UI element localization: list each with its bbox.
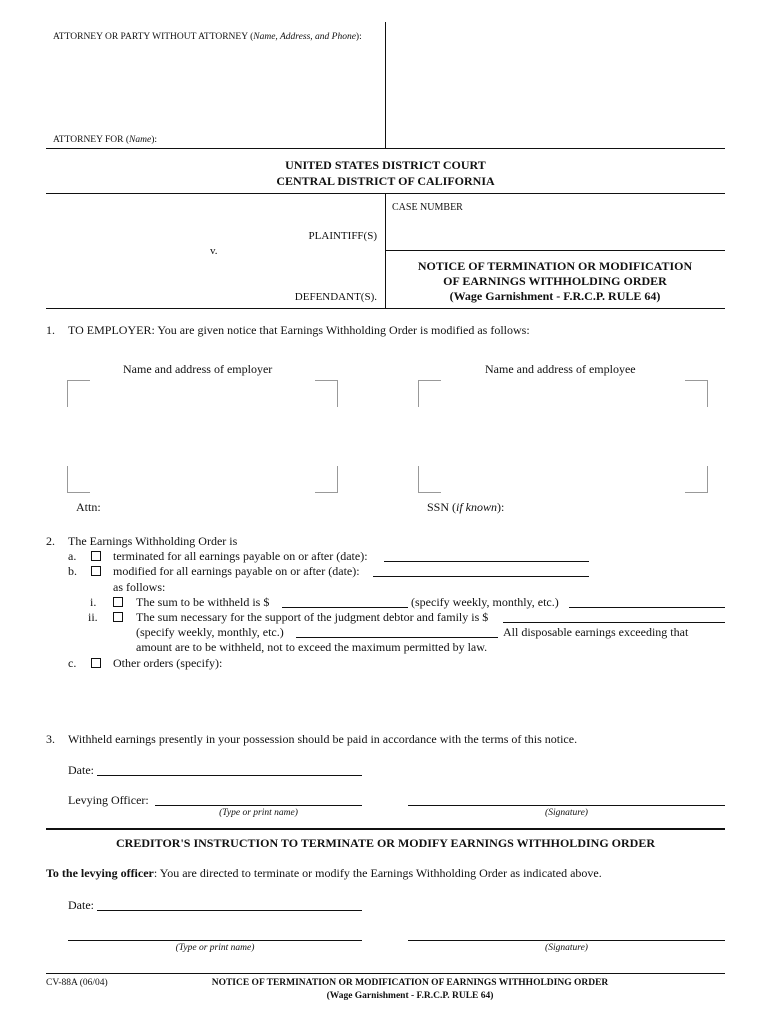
- defendant-label: DEFENDANT(S).: [294, 291, 377, 303]
- employee-box-top-right: [685, 380, 708, 407]
- item-i-period-line[interactable]: [569, 607, 725, 608]
- footer-title-line1: NOTICE OF TERMINATION OR MODIFICATION OF EARNINGS WITHHOLDING ORDER: [211, 978, 609, 988]
- case-number-rule: [385, 250, 725, 251]
- levying-officer-name-line[interactable]: [155, 805, 362, 806]
- header-rule: [46, 148, 725, 149]
- item-a-text: terminated for all earnings payable on or after (date):: [113, 549, 368, 563]
- creditor-heading: CREDITOR'S INSTRUCTION TO TERMINATE OR MODIFY EARNINGS WITHHOLDING ORDER: [116, 836, 655, 850]
- form-title-line1: NOTICE OF TERMINATION OR MODIFICATION: [417, 259, 693, 273]
- as-follows-text: as follows:: [113, 580, 166, 594]
- form-id: CV-88A (06/04): [46, 978, 108, 988]
- item-b-text: modified for all earnings payable on or after (date):: [113, 564, 360, 578]
- item-ii-amount-line[interactable]: [503, 622, 725, 623]
- creditor-type-name-caption: (Type or print name): [175, 943, 255, 953]
- header-divider: [385, 22, 386, 148]
- item-i-text: The sum to be withheld is $: [136, 595, 270, 609]
- section1-number: 1.: [46, 323, 55, 337]
- section3-text: Withheld earnings presently in your possession should be paid in accordance with the terms of this notice.: [68, 732, 578, 746]
- item-ii-checkbox[interactable]: [113, 612, 123, 622]
- item-a-letter: a.: [68, 549, 77, 563]
- court-name-line1: UNITED STATES DISTRICT COURT: [285, 158, 486, 172]
- attn-label: Attn:: [76, 500, 101, 514]
- item-ii-disposable: All disposable earnings exceeding that: [503, 625, 689, 639]
- item-i-amount-line[interactable]: [282, 607, 408, 608]
- item-c-checkbox[interactable]: [91, 658, 101, 668]
- employee-box-bottom-left: [418, 466, 441, 493]
- form-title-line3: (Wage Garnishment - F.R.C.P. RULE 64): [449, 289, 661, 303]
- attorney-label: ATTORNEY OR PARTY WITHOUT ATTORNEY (Name, Address, and Phone):: [53, 32, 362, 42]
- levying-officer-label: Levying Officer:: [68, 793, 149, 807]
- creditor-signature-line[interactable]: [408, 940, 725, 941]
- footer-rule: [46, 973, 725, 974]
- employer-box-top-right: [315, 380, 338, 407]
- item-ii-specify: (specify weekly, monthly, etc.): [136, 625, 284, 639]
- employee-box-bottom-right: [685, 466, 708, 493]
- item-b-date-line[interactable]: [373, 576, 589, 577]
- form-title-line2: OF EARNINGS WITHHOLDING ORDER: [443, 274, 667, 288]
- item-a-date-line[interactable]: [384, 561, 589, 562]
- section2-number: 2.: [46, 534, 55, 548]
- item-i-checkbox[interactable]: [113, 597, 123, 607]
- item-b-letter: b.: [68, 564, 77, 578]
- creditor-date-label: Date:: [68, 898, 94, 912]
- section3-date-label: Date:: [68, 763, 94, 777]
- section3-signature-caption: (Signature): [545, 808, 588, 818]
- item-i-specify: (specify weekly, monthly, etc.): [411, 595, 559, 609]
- employee-box-top-left: [418, 380, 441, 407]
- creditor-rule-top: [46, 828, 725, 830]
- employee-label: Name and address of employee: [485, 362, 636, 376]
- attorney-for-label: ATTORNEY FOR (Name):: [53, 135, 157, 145]
- item-b-checkbox[interactable]: [91, 566, 101, 576]
- plaintiff-label: PLAINTIFF(S): [308, 230, 377, 242]
- item-ii-text: The sum necessary for the support of the judgment debtor and family is $: [136, 610, 489, 624]
- item-i-number: i.: [90, 595, 97, 609]
- section2-intro: The Earnings Withholding Order is: [68, 534, 238, 548]
- to-levying-officer-text: To the levying officer: You are directed to terminate or modify the Earnings Withholding Order as indicated above.: [46, 866, 602, 880]
- item-ii-number: ii.: [88, 610, 98, 624]
- item-ii-period-line[interactable]: [296, 637, 498, 638]
- item-a-checkbox[interactable]: [91, 551, 101, 561]
- item-c-letter: c.: [68, 656, 77, 670]
- versus-label: v.: [210, 245, 218, 257]
- creditor-date-line[interactable]: [97, 910, 362, 911]
- section1-text: TO EMPLOYER: You are given notice that Earnings Withholding Order is modified as follows:: [68, 323, 530, 337]
- section3-type-name-caption: (Type or print name): [219, 808, 298, 818]
- caption-bottom-rule: [46, 308, 725, 309]
- creditor-signature-caption: (Signature): [545, 943, 588, 953]
- section3-date-line[interactable]: [97, 775, 362, 776]
- employer-label: Name and address of employer: [123, 362, 273, 376]
- employer-box-bottom-left: [67, 466, 90, 493]
- creditor-name-line[interactable]: [68, 940, 362, 941]
- employer-box-top-left: [67, 380, 90, 407]
- ssn-label: SSN (if known):: [427, 500, 505, 514]
- item-ii-continuation: amount are to be withheld, not to exceed the maximum permitted by law.: [136, 640, 488, 654]
- footer-title-line2: (Wage Garnishment - F.R.C.P. RULE 64): [326, 991, 494, 1001]
- item-c-text: Other orders (specify):: [113, 656, 223, 670]
- employer-box-bottom-right: [315, 466, 338, 493]
- section3-number: 3.: [46, 732, 55, 746]
- court-name-line2: CENTRAL DISTRICT OF CALIFORNIA: [276, 174, 495, 188]
- case-number-label: CASE NUMBER: [392, 202, 463, 213]
- levying-officer-signature-line[interactable]: [408, 805, 725, 806]
